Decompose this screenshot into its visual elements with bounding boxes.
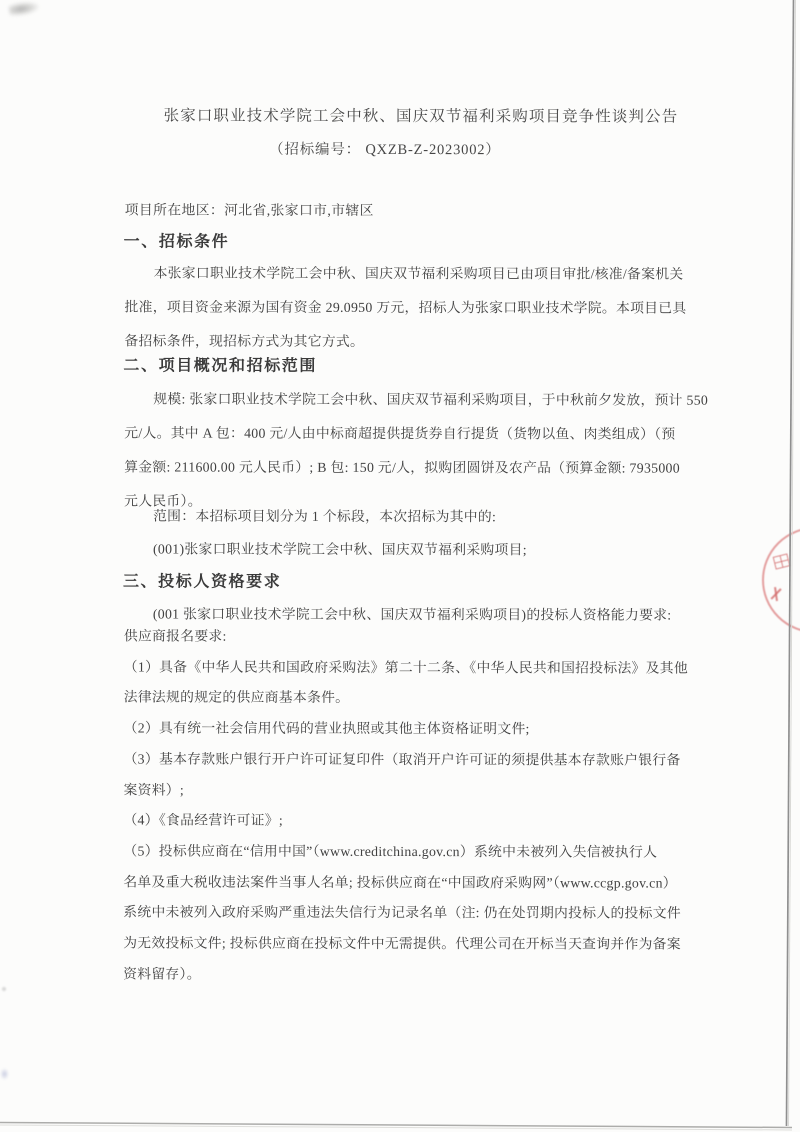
text-line: 元/人。其中 A 包：400 元/人由中标商超提供提货券自行提货（货物以鱼、肉类组成）（预 [124, 425, 676, 442]
text-line: 法律法规的规定的供应商基本条件。 [123, 689, 350, 706]
text-line: （2）具有统一社会信用代码的营业执照或其他主体资格证明文件; [123, 720, 530, 737]
section-3-paragraph-requirements [123, 621, 688, 991]
section-2-paragraph-scale [124, 382, 709, 519]
text-line: (001)张家口职业技术学院工会中秋、国庆双节福利采购项目; [152, 541, 527, 558]
text-line: （1）具备《中华人民共和国政府采购法》第二十二条、《中华人民共和国招投标法》及其他 [123, 659, 688, 676]
text-line: (001 张家口职业技术学院工会中秋、国庆双节福利采购项目)的投标人资格能力要求: [152, 606, 672, 623]
section-2-heading: 二、项目概况和招标范围 [123, 357, 318, 375]
section-1-paragraph [124, 256, 687, 359]
text-line: 资料留存）。 [123, 966, 201, 982]
text-line: 算金额: 211600.00 元人民币）; B 包: 150 元/人，拟购团圆饼及农产品（预算金额: 7935000 [124, 459, 680, 476]
text-line: 系统中未被列入政府采购严重违法失信行为记录名单（注: 仍在处罚期内投标人的投标文件 [123, 904, 681, 921]
text-line: 案资料）; [123, 781, 185, 798]
section-1-heading: 一、招标条件 [123, 233, 230, 251]
project-location-line: 项目所在地区：河北省,张家口市,市辖区 [124, 202, 374, 218]
text-line: （3）基本存款账户银行开户许可证复印件（取消开户许可证的须提供基本存款账户银行备 [123, 751, 681, 768]
text-line: 元人民币）。 [124, 493, 202, 509]
section-2-paragraph-lot [124, 534, 684, 565]
section-3-heading: 三、投标人资格要求 [122, 573, 282, 591]
text-line: 规模: 张家口职业技术学院工会中秋、国庆双节福利采购项目，于中秋前夕发放，预计 550 [153, 391, 709, 408]
tender-code-line: （招标编号： QXZB-Z-2023002） [269, 141, 501, 159]
text-line: （4）《食品经营许可证》; [123, 812, 283, 828]
text-line: 名单及重大税收违法案件当事人名单; 投标供应商在“中国政府采购网”（www.ccgp.gov.cn） [123, 874, 677, 891]
text-line: 为无效投标文件; 投标供应商在投标文件中无需提供。代理公司在开标当天查询并作为备案 [123, 935, 681, 952]
document-title: 张家口职业技术学院工会中秋、国庆双节福利采购项目竞争性谈判公告 [163, 107, 679, 126]
text-line: 本张家口职业技术学院工会中秋、国庆双节福利采购项目已由项目审批/核准/备案机关 [153, 265, 684, 282]
text-line: 范围：本招标项目划分为 1 个标段，本次招标为其中的: [153, 508, 497, 525]
text-line: 供应商报名要求: [123, 628, 227, 644]
section-2-paragraph-scope [124, 501, 684, 532]
text-line: （5）投标供应商在“信用中国”（www.creditchina.gov.cn）系统中未被列入失信被执行人 [123, 843, 658, 860]
text-line: 批准，项目资金来源为国有资金 29.0950 万元，招标人为张家口职业技术学院。本项目已具 [124, 299, 687, 316]
text-line: 备招标条件，现招标方式为其它方式。 [124, 333, 365, 349]
